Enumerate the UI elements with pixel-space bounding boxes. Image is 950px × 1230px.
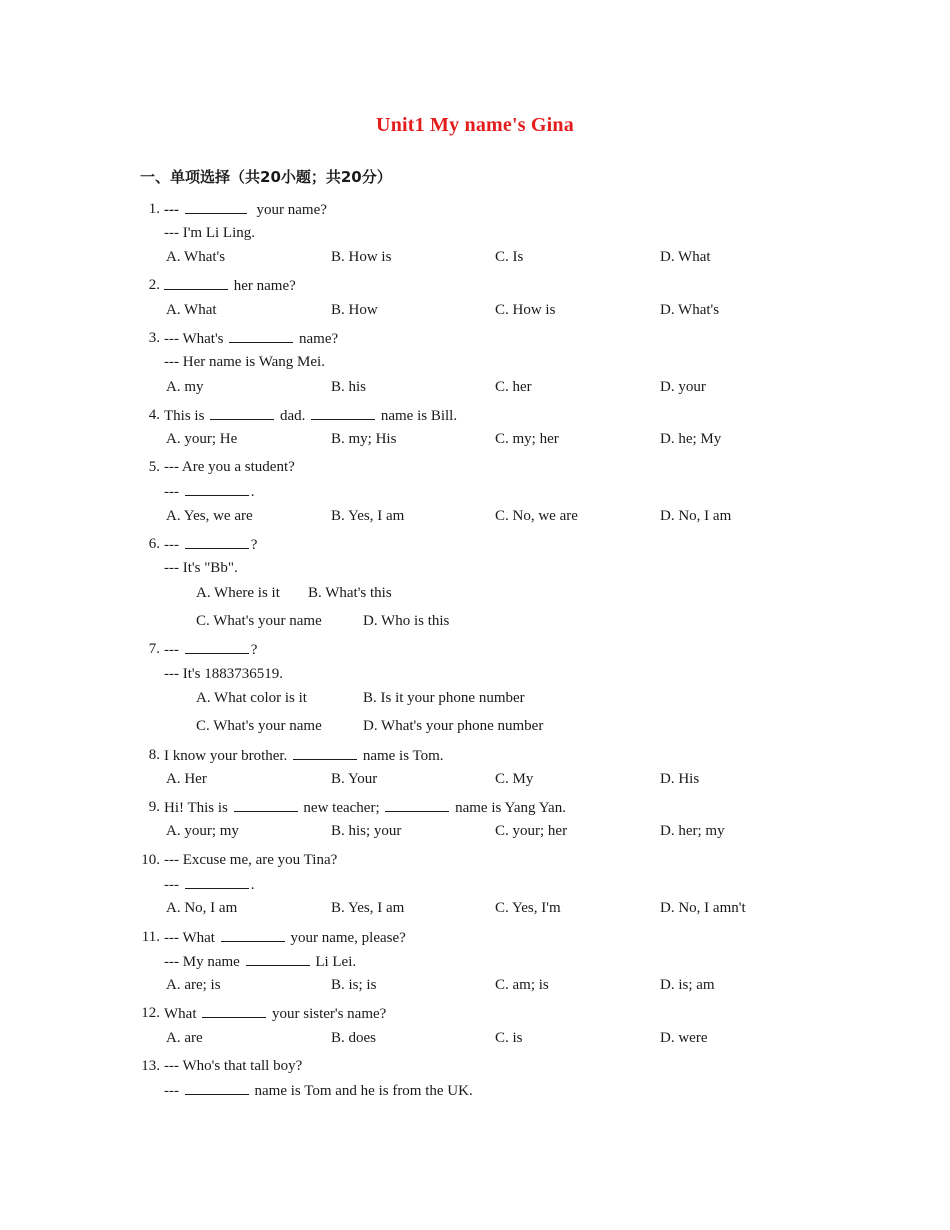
page-title: Unit1 My name's Gina <box>376 114 574 136</box>
option-b[interactable]: B. Yes, I am <box>331 508 405 524</box>
answer-blank <box>293 745 357 760</box>
question-number: 3. <box>148 330 160 346</box>
option-a[interactable]: A. are; is <box>166 977 221 993</box>
answer-blank <box>185 534 249 549</box>
reply-prefix: --- <box>164 1083 179 1099</box>
option-b[interactable]: B. Is it your phone number <box>363 690 525 706</box>
reply-suffix: name is Tom and he is from the UK. <box>254 1083 473 1099</box>
question-reply <box>164 1080 473 1101</box>
question-number: 8. <box>148 747 160 763</box>
question-stem: name? <box>299 331 339 347</box>
answer-blank <box>185 199 247 214</box>
answer-blank <box>229 328 293 343</box>
question-stem: new teacher; <box>303 800 380 816</box>
option-d[interactable]: D. is; am <box>660 977 715 993</box>
answer-blank <box>185 639 249 654</box>
option-d[interactable]: D. her; my <box>660 823 725 839</box>
option-c[interactable]: C. your; her <box>495 823 568 839</box>
question-stem: --- <box>164 537 179 553</box>
question-stem: --- <box>164 642 179 658</box>
option-a[interactable]: A. What <box>166 302 217 318</box>
option-c[interactable]: C. my; her <box>495 431 559 447</box>
question-reply: --- It's "Bb". <box>164 560 238 576</box>
question-stem: name is Tom. <box>362 748 444 764</box>
question-stem: What <box>164 1006 197 1022</box>
reply-suffix: Li Lei. <box>315 954 357 970</box>
option-d[interactable]: D. What's <box>660 302 720 318</box>
reply-suffix: . <box>250 484 255 500</box>
option-a[interactable]: A. Where is it <box>196 585 280 601</box>
option-c[interactable]: C. What's your name <box>196 718 322 734</box>
answer-blank <box>202 1003 266 1018</box>
question-stem: I know your brother. <box>164 748 288 764</box>
question-reply: --- I'm Li Ling. <box>164 225 256 241</box>
answer-blank <box>185 1080 249 1095</box>
option-a[interactable]: A. your; He <box>166 431 238 447</box>
reply-prefix: --- My name <box>164 954 240 970</box>
option-b[interactable]: B. does <box>331 1030 376 1046</box>
option-d[interactable]: D. were <box>660 1030 708 1046</box>
option-d[interactable]: D. Who is this <box>363 613 450 629</box>
question-stem: your name, please? <box>290 930 406 946</box>
question-number: 9. <box>148 799 160 815</box>
option-d[interactable]: D. What's your phone number <box>363 718 544 734</box>
option-b[interactable]: B. Your <box>331 771 378 787</box>
answer-blank <box>185 874 249 889</box>
answer-blank <box>234 797 298 812</box>
option-a[interactable]: A. What's <box>166 249 226 265</box>
option-b[interactable]: B. How <box>331 302 378 318</box>
option-c[interactable]: C. How is <box>495 302 556 318</box>
reply-prefix: --- <box>164 877 179 893</box>
option-d[interactable]: D. His <box>660 771 700 787</box>
question-number: 1. <box>148 201 160 217</box>
reply-suffix: . <box>250 877 255 893</box>
option-b[interactable]: B. Yes, I am <box>331 900 405 916</box>
reply-prefix: --- <box>164 484 179 500</box>
question-stem: --- <box>164 202 179 218</box>
question-number: 4. <box>148 407 160 423</box>
option-b[interactable]: B. his; your <box>331 823 402 839</box>
question-stem: your name? <box>256 202 327 218</box>
option-d[interactable]: D. your <box>660 379 706 395</box>
question-stem: name is Yang Yan. <box>455 800 566 816</box>
answer-blank <box>311 405 375 420</box>
option-c[interactable]: C. am; is <box>495 977 549 993</box>
option-b[interactable]: B. is; is <box>331 977 377 993</box>
question-stem: your sister's name? <box>271 1006 387 1022</box>
question-stem: --- Excuse me, are you Tina? <box>164 852 338 868</box>
question-stem: --- Are you a student? <box>164 459 295 475</box>
question-reply <box>164 481 255 502</box>
option-b[interactable]: B. his <box>331 379 367 395</box>
question-stem: --- Who's that tall boy? <box>164 1058 303 1074</box>
answer-blank <box>164 275 228 290</box>
question-stem: Hi! This is <box>164 800 228 816</box>
question-number: 2. <box>148 277 160 293</box>
question-stem: dad. <box>279 408 306 424</box>
option-b[interactable]: B. my; His <box>331 431 397 447</box>
option-d[interactable]: D. No, I am <box>660 508 732 524</box>
answer-blank <box>210 405 274 420</box>
option-d[interactable]: D. What <box>660 249 711 265</box>
option-c[interactable]: C. My <box>495 771 534 787</box>
question-number: 13. <box>141 1058 160 1074</box>
question-number: 12. <box>141 1005 160 1021</box>
option-c[interactable]: C. No, we are <box>495 508 578 524</box>
question-stem: ? <box>250 642 258 658</box>
option-a[interactable]: A. are <box>166 1030 203 1046</box>
question-stem: her name? <box>233 278 296 294</box>
option-a[interactable]: A. No, I am <box>166 900 238 916</box>
option-a[interactable]: A. Her <box>166 771 207 787</box>
question-stem: --- What <box>164 930 215 946</box>
answer-blank <box>185 481 249 496</box>
option-c[interactable]: C. Yes, I'm <box>495 900 561 916</box>
answer-blank <box>246 951 310 966</box>
option-a[interactable]: A. my <box>166 379 204 395</box>
option-d[interactable]: D. he; My <box>660 431 722 447</box>
question-stem: --- What's <box>164 331 224 347</box>
option-d[interactable]: D. No, I amn't <box>660 900 746 916</box>
option-c[interactable]: C. Is <box>495 249 524 265</box>
option-c[interactable]: C. is <box>495 1030 523 1046</box>
answer-blank <box>221 927 285 942</box>
question-stem: This is <box>164 408 205 424</box>
option-b[interactable]: B. What's this <box>308 585 392 601</box>
option-b[interactable]: B. How is <box>331 249 392 265</box>
question-number: 5. <box>148 459 160 475</box>
question-number: 11. <box>141 929 160 945</box>
question-stem: name is Bill. <box>380 408 458 424</box>
question-reply: --- It's 1883736519. <box>164 666 283 682</box>
question-reply: --- Her name is Wang Mei. <box>164 354 325 370</box>
question-reply <box>164 874 255 895</box>
option-a[interactable]: A. What color is it <box>196 690 307 706</box>
option-a[interactable]: A. your; my <box>166 823 239 839</box>
question-reply <box>164 951 356 972</box>
option-c[interactable]: C. her <box>495 379 532 395</box>
option-c[interactable]: C. What's your name <box>196 613 322 629</box>
section-heading: 一、单项选择（共20小题；共20分） <box>140 168 392 186</box>
option-a[interactable]: A. Yes, we are <box>166 508 253 524</box>
question-number: 10. <box>141 852 160 868</box>
question-number: 7. <box>148 641 160 657</box>
question-stem: ? <box>250 537 258 553</box>
answer-blank <box>385 797 449 812</box>
question-number: 6. <box>148 536 160 552</box>
